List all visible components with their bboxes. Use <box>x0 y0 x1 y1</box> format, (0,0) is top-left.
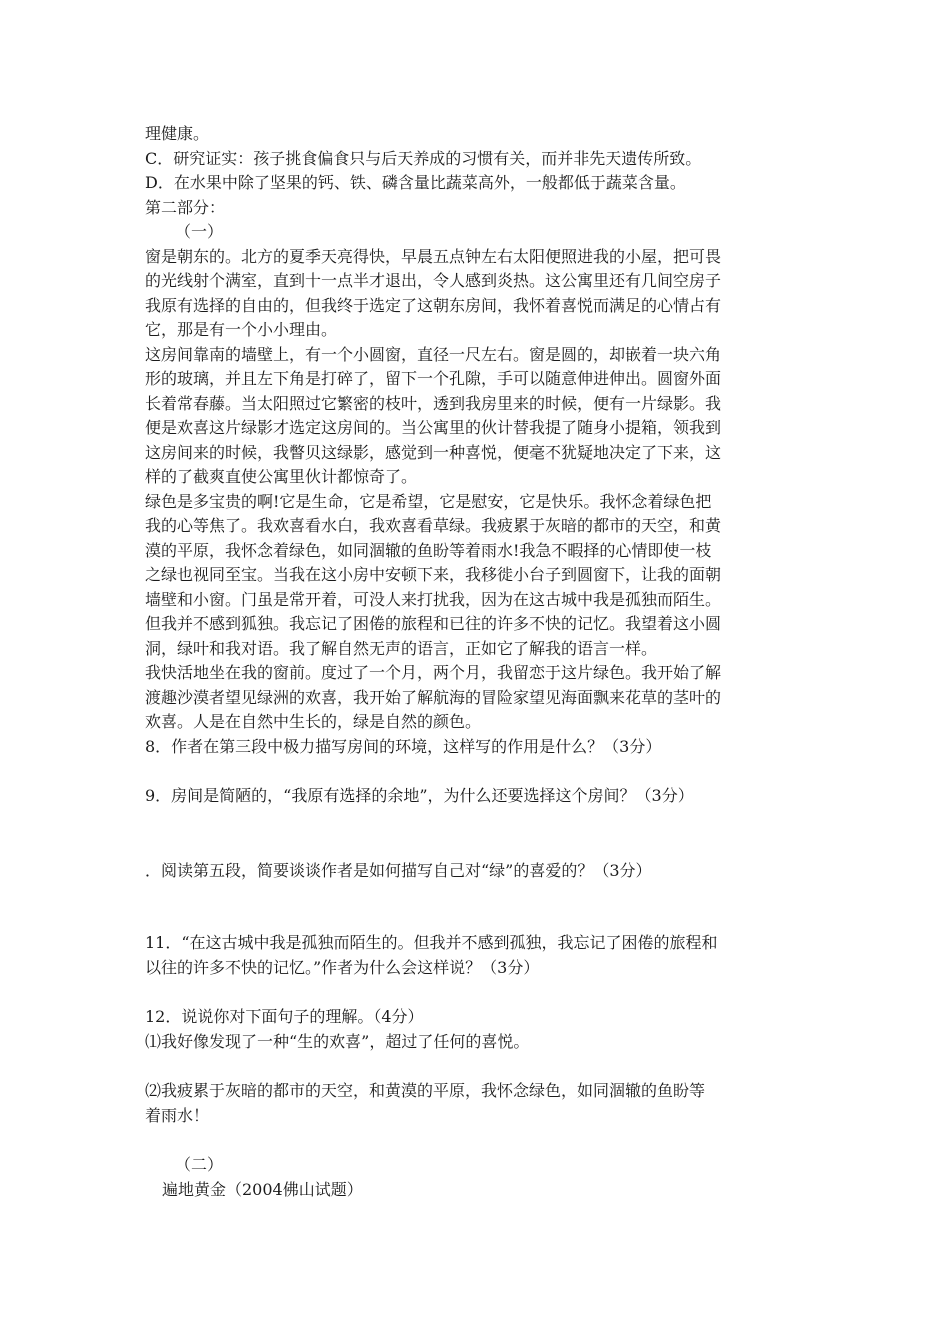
question-12-item-2-line-1: ⑵我疲累于灰暗的都市的天空，和黄漠的平原，我怀念绿色，如同涸辙的鱼盼等 <box>145 1081 706 1100</box>
paragraph-4 <box>145 661 813 735</box>
paragraph-line: 这房间靠南的墙壁上，有一个小圆窗，直径一尺左右。窗是圆的，却嵌着一块六角 <box>145 344 722 364</box>
section1-label: （一） <box>175 222 224 241</box>
paragraph-1 <box>145 245 813 343</box>
paragraph-line: 我原有选择的自由的，但我终于选定了这朝东房间，我怀着喜悦而满足的心情占有 <box>145 295 722 315</box>
paragraph-line: 的光线射个满室，直到十一点半才退出，令人感到炎热。这公寓里还有几间空房子 <box>145 271 722 290</box>
paragraph-line: 长着常春藤。当太阳照过它繁密的枝叶，透到我房里来的时候，便有一片绿影。我 <box>145 393 722 413</box>
paragraph-line: 窗是朝东的。北方的夏季天亮得快，早晨五点钟左右太阳便照进我的小屋，把可畏 <box>145 246 722 266</box>
paragraph-2 <box>145 343 813 490</box>
paragraph-line: 洞，绿叶和我对语。我了解自然无声的语言，正如它了解我的语言一样。 <box>145 638 658 658</box>
answer-space <box>145 759 813 784</box>
paragraph-line: 这房间来的时候，我瞥贝这绿影，感觉到一种喜悦，便毫不犹疑地决定了下来，这 <box>145 442 722 462</box>
section2-title: 遍地黄金（2004佛山试题） <box>162 1179 363 1199</box>
paragraph-line: 漠的平原，我怀念着绿色，如同涸辙的鱼盼等着雨水!我急不暇择的心情即使一枝 <box>145 540 712 560</box>
question-12-item-2-line-2: 着雨水！ <box>145 1105 210 1125</box>
paragraph-line: 绿色是多宝贵的啊!它是生命，它是希望，它是慰安，它是快乐。我怀念着绿色把 <box>145 491 712 511</box>
paragraph-line: 渡趣沙漠者望见绿洲的欢喜，我开始了解航海的冒险家望见海面飘来花草的茎叶的 <box>145 687 722 707</box>
question-8: 8．作者在第三段中极力描写房间的环境，这样写的作用是什么？（3分） <box>145 736 662 756</box>
option-d: D．在水果中除了坚果的钙、铁、磷含量比蔬菜高外，一般都低于蔬菜含量。 <box>145 173 686 192</box>
answer-space <box>145 1128 813 1153</box>
question-9: 9．房间是简陋的，“我原有选择的余地”，为什么还要选择这个房间？（3分） <box>145 786 694 805</box>
paragraph-line: 它，那是有一个小小理由。 <box>145 320 338 339</box>
paragraph-line: 我快活地坐在我的窗前。度过了一个月，两个月，我留恋于这片绿色。我开始了解 <box>145 663 722 682</box>
question-11-line-1: 11．“在这古城中我是孤独而陌生的。但我并不感到孤独，我忘记了困倦的旅程和 <box>145 933 718 952</box>
answer-space <box>145 883 813 931</box>
paragraph-line: 形的玻璃，并且左下角是打碎了，留下一个孔隙，手可以随意伸进伸出。圆窗外面 <box>145 369 722 388</box>
question-10: ．阅读第五段，简要谈谈作者是如何描写自己对“绿”的喜爱的？（3分） <box>145 860 652 880</box>
option-b-tail: 理健康。 <box>145 124 210 143</box>
paragraph-line: 墙壁和小窗。门虽是常开着，可没人来打扰我，因为在这古城中我是孤独而陌生。 <box>145 589 722 609</box>
answer-space <box>145 1054 813 1079</box>
document-page <box>145 122 813 1202</box>
paragraph-line: 样的了截爽直使公寓里伙计都惊奇了。 <box>145 467 418 486</box>
paragraph-line: 便是欢喜这片绿影才选定这房间的。当公寓里的伙计替我提了随身小提箱，领我到 <box>145 418 722 437</box>
answer-space <box>145 809 813 859</box>
part2-heading: 第二部分： <box>145 197 226 217</box>
option-c: C．研究证实：孩子挑食偏食只与后天养成的习惯有关，而并非先天遗传所致。 <box>145 148 702 168</box>
paragraph-3 <box>145 490 813 662</box>
paragraph-line: 我的心等焦了。我欢喜看水白，我欢喜看草绿。我疲累于灰暗的都市的天空，和黄 <box>145 516 722 535</box>
paragraph-line: 欢喜。人是在自然中生长的，绿是自然的颜色。 <box>145 712 482 731</box>
question-12: 12．说说你对下面句子的理解。（4分） <box>145 1007 424 1026</box>
question-12-item-1: ⑴我好像发现了一种“生的欢喜”，超过了任何的喜悦。 <box>145 1031 530 1051</box>
answer-space <box>145 980 813 1005</box>
question-11-line-2: 以往的许多不快的记忆。”作者为什么会这样说？（3分） <box>145 957 540 977</box>
paragraph-line: 之绿也视同至宝。当我在这小房中安顿下来，我移徙小台子到圆窗下，让我的面朝 <box>145 565 722 584</box>
section2-label: （二） <box>175 1155 224 1174</box>
paragraph-line: 但我并不感到狐独。我忘记了困倦的旅程和已往的许多不快的记忆。我望着这小圆 <box>145 614 722 633</box>
